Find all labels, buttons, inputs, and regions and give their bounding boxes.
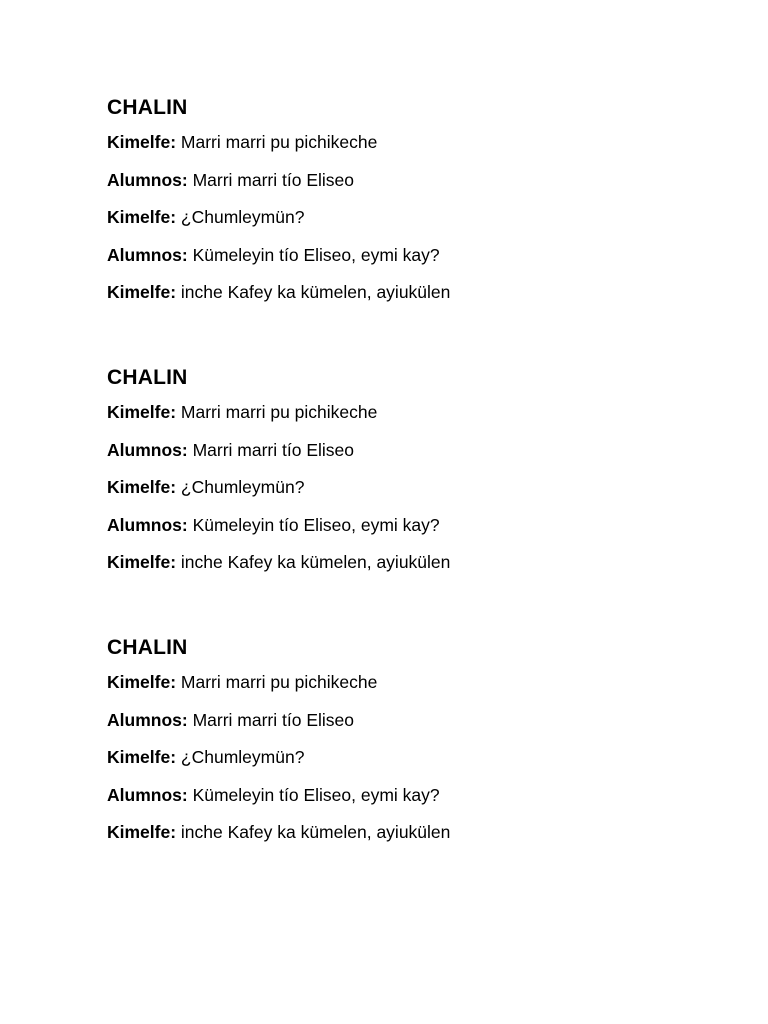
dialogue-line (107, 784, 707, 822)
dialogue-text: ¿Chumleymün? (180, 477, 305, 498)
speaker-label: Kimelfe: (107, 282, 177, 303)
dialogue-text: inche Kafey ka kümelen, ayiukülen (180, 282, 451, 303)
dialogue-text: Kümeleyin tío Eliseo, eymi kay? (192, 784, 440, 805)
speaker-label: Kimelfe: (107, 402, 177, 422)
dialogue-text: inche Kafey ka kümelen, ayiukülen (180, 552, 451, 573)
dialogue-text: Marri marri pu pichikeche (180, 672, 378, 692)
speaker-label: Alumnos: (107, 709, 188, 730)
dialogue-line (107, 746, 707, 784)
speaker-label: Alumnos: (107, 169, 188, 190)
dialogue-section-1 (107, 94, 707, 364)
speaker-label: Alumnos: (107, 514, 188, 535)
speaker-label: Alumnos: (107, 784, 188, 805)
dialogue-text: Kümeleyin tío Eliseo, eymi kay? (192, 244, 440, 265)
dialogue-line (107, 709, 707, 747)
dialogue-line (107, 244, 707, 282)
dialogue-text: ¿Chumleymün? (180, 207, 305, 228)
speaker-label: Alumnos: (107, 439, 188, 460)
dialogue-line (107, 439, 707, 477)
dialogue-section-3 (107, 634, 707, 904)
speaker-label: Kimelfe: (107, 207, 177, 228)
dialogue-text: Marri marri pu pichikeche (180, 132, 378, 152)
dialogue-line (107, 821, 707, 859)
section-title: CHALIN (107, 96, 188, 119)
speaker-label: Kimelfe: (107, 552, 177, 573)
dialogue-section-2 (107, 364, 707, 634)
dialogue-line (107, 476, 707, 514)
dialogue-line (107, 401, 707, 439)
speaker-label: Kimelfe: (107, 672, 177, 692)
dialogue-text: Kümeleyin tío Eliseo, eymi kay? (192, 514, 440, 535)
dialogue-line (107, 551, 707, 589)
dialogue-line (107, 514, 707, 552)
speaker-label: Kimelfe: (107, 747, 177, 768)
dialogue-text: Marri marri tío Eliseo (192, 709, 354, 730)
speaker-label: Kimelfe: (107, 477, 177, 498)
dialogue-text: Marri marri tío Eliseo (192, 439, 354, 460)
dialogue-line (107, 169, 707, 207)
section-title: CHALIN (107, 366, 188, 389)
dialogue-text: Marri marri tío Eliseo (192, 169, 354, 190)
dialogue-line (107, 281, 707, 319)
document-page (107, 94, 707, 904)
dialogue-text: Marri marri pu pichikeche (180, 402, 378, 422)
speaker-label: Kimelfe: (107, 132, 177, 152)
speaker-label: Kimelfe: (107, 822, 177, 843)
dialogue-text: ¿Chumleymün? (180, 747, 305, 768)
dialogue-text: inche Kafey ka kümelen, ayiukülen (180, 822, 451, 843)
dialogue-line (107, 671, 707, 709)
dialogue-line (107, 131, 707, 169)
dialogue-line (107, 206, 707, 244)
section-title: CHALIN (107, 636, 188, 659)
speaker-label: Alumnos: (107, 244, 188, 265)
